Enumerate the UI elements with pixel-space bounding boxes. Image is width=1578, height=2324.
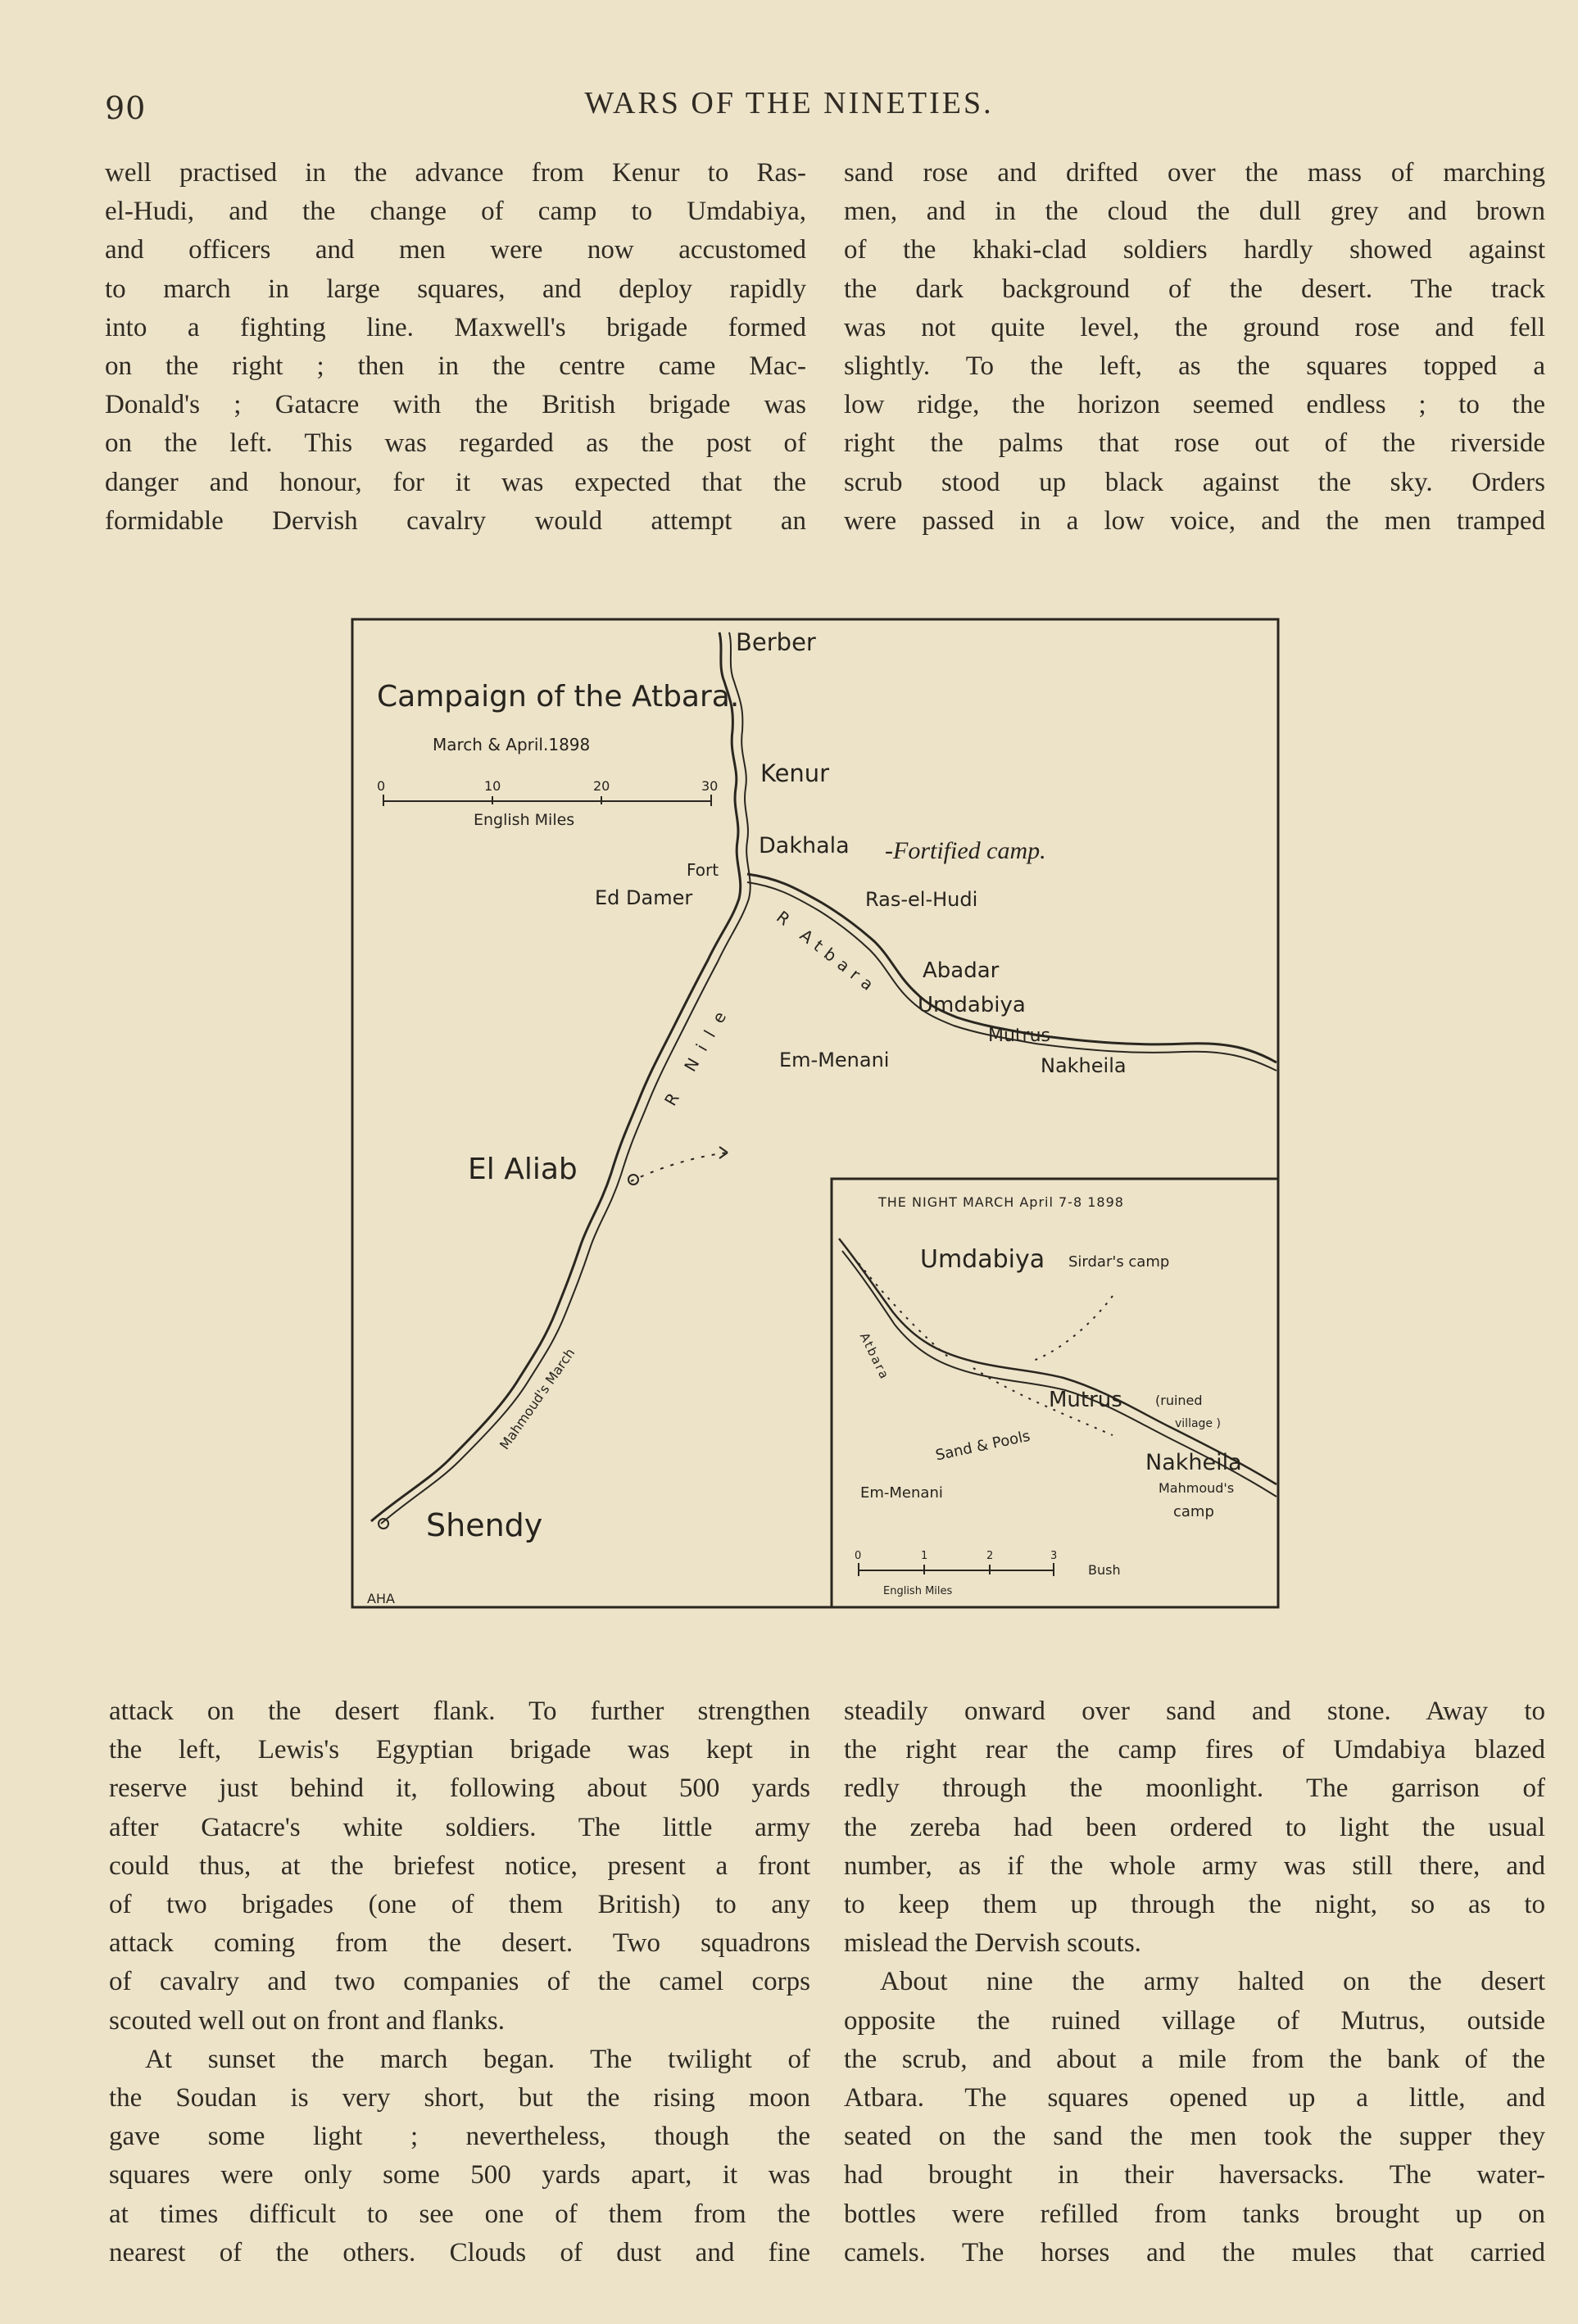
text-line: mislead the Dervish scouts. bbox=[844, 1928, 1141, 1959]
place-em-menani: Em-Menani bbox=[779, 1049, 890, 1071]
text-column-top-left bbox=[105, 154, 806, 541]
text-line: nearest of the others. Clouds of dust and fine bbox=[109, 2237, 810, 2267]
inset-ruined-village-2: village ) bbox=[1175, 1417, 1221, 1430]
text-line: to march in large squares, and deploy rapidly bbox=[105, 274, 806, 304]
place-ras-el-hudi: Ras-el-Hudi bbox=[865, 888, 978, 911]
text-line: the left, Lewis's Egyptian brigade was kept in bbox=[109, 1735, 810, 1765]
inset-mahmouds-camp: Mahmoud's bbox=[1159, 1480, 1235, 1496]
map-scale-tick: 30 bbox=[701, 778, 719, 794]
text-line: on the left. This was regarded as the post of bbox=[105, 428, 806, 459]
text-column-bottom-left bbox=[109, 1692, 810, 2272]
text-line: the zereba had been ordered to light the usual bbox=[844, 1812, 1545, 1842]
inset-scale-label: English Miles bbox=[883, 1585, 953, 1597]
text-line: to keep them up through the night, so as to bbox=[844, 1890, 1545, 1920]
map-scale-tick: 10 bbox=[484, 778, 501, 794]
text-line: well practised in the advance from Kenur to Ras- bbox=[105, 158, 806, 188]
place-ed-damer: Ed Damer bbox=[595, 886, 693, 909]
inset-mutrus: Mutrus bbox=[1049, 1388, 1122, 1412]
running-title: WARS OF THE NINETIES. bbox=[584, 86, 994, 120]
inset-sand-pools: Sand & Pools bbox=[934, 1427, 1032, 1465]
text-line: at times difficult to see one of them from the bbox=[109, 2199, 810, 2229]
place-umdabiya: Umdabiya bbox=[918, 993, 1026, 1017]
place-el-aliab: El Aliab bbox=[468, 1153, 578, 1186]
place-mutrus: Mutrus bbox=[988, 1026, 1051, 1046]
river-label-mahmouds-march: Mahmoud's March bbox=[497, 1345, 578, 1452]
text-line: attack on the desert flank. To further strengthen bbox=[109, 1697, 810, 1726]
inset-atbara: Atbara bbox=[856, 1330, 893, 1383]
inset-scale-tick: 2 bbox=[986, 1550, 994, 1562]
text-line: into a fighting line. Maxwell's brigade formed bbox=[105, 312, 806, 342]
inset-scale-tick: 1 bbox=[921, 1550, 928, 1562]
map-scale-label: English Miles bbox=[474, 811, 575, 829]
paragraph bbox=[844, 1692, 1545, 1963]
inset-scale-tick: 3 bbox=[1050, 1550, 1058, 1562]
text-line: steadily onward over sand and stone. Away to bbox=[844, 1697, 1545, 1726]
text-line: the scrub, and about a mile from the bank of the bbox=[844, 2044, 1545, 2074]
text-line: Donald's ; Gatacre with the British brigade was bbox=[105, 390, 806, 420]
inset-em-menani: Em-Menani bbox=[860, 1484, 943, 1502]
place-berber: Berber bbox=[736, 628, 816, 656]
text-line: About nine the army halted on the desert bbox=[880, 1967, 1545, 1997]
text-line: squares were only some 500 yards apart, it was bbox=[109, 2160, 810, 2190]
map-signature: AHA bbox=[367, 1591, 395, 1606]
text-line: and officers and men were now accustomed bbox=[105, 235, 806, 265]
place-nakheila: Nakheila bbox=[1041, 1054, 1127, 1077]
text-line: At sunset the march began. The twilight of bbox=[145, 2044, 810, 2074]
place-shendy: Shendy bbox=[426, 1507, 543, 1543]
text-line: low ridge, the horizon seemed endless ; to the bbox=[844, 390, 1545, 420]
text-line: right the palms that rose out of the riverside bbox=[844, 428, 1545, 459]
inset-scale-tick: 0 bbox=[855, 1550, 862, 1562]
text-line: of two brigades (one of them British) to any bbox=[109, 1890, 810, 1920]
text-line: gave some light ; nevertheless, though the bbox=[109, 2122, 810, 2152]
text-line: sand rose and drifted over the mass of marching bbox=[844, 158, 1545, 188]
inset-mahmouds-camp-2: camp bbox=[1173, 1503, 1214, 1520]
map-title: Campaign of the Atbara. bbox=[377, 680, 740, 714]
campaign-map bbox=[351, 616, 1281, 1612]
text-line: Atbara. The squares opened up a little, and bbox=[844, 2083, 1545, 2113]
paragraph bbox=[844, 1963, 1545, 2272]
text-line: bottles were refilled from tanks brought up on bbox=[844, 2199, 1545, 2229]
paragraph bbox=[109, 2041, 810, 2272]
text-line: slightly. To the left, as the squares topped a bbox=[844, 351, 1545, 382]
text-line: of cavalry and two companies of the camel corps bbox=[109, 1967, 810, 1997]
text-line: the dark background of the desert. The track bbox=[844, 274, 1545, 304]
inset-umdabiya: Umdabiya bbox=[920, 1245, 1045, 1274]
text-line: seated on the sand the men took the supper they bbox=[844, 2122, 1545, 2152]
map-subtitle: March & April.1898 bbox=[433, 735, 591, 754]
place-fort: Fort bbox=[687, 860, 719, 880]
map-scale-tick: 0 bbox=[377, 778, 386, 794]
inset-bush: Bush bbox=[1088, 1562, 1121, 1578]
text-line: redly through the moonlight. The garrison of bbox=[844, 1774, 1545, 1804]
text-line: the Soudan is very short, but the rising moon bbox=[109, 2083, 810, 2113]
place-fortified-camp: -Fortified camp. bbox=[885, 837, 1046, 864]
text-line: on the right ; then in the centre came Mac- bbox=[105, 351, 806, 382]
text-line: scouted well out on front and flanks. bbox=[109, 2005, 505, 2036]
text-column-top-right bbox=[844, 154, 1545, 541]
text-line: attack coming from the desert. Two squadrons bbox=[109, 1928, 810, 1959]
inset-ruined-village: (ruined bbox=[1155, 1393, 1203, 1408]
place-kenur: Kenur bbox=[760, 759, 830, 787]
text-line: reserve just behind it, following about 500 yards bbox=[109, 1774, 810, 1804]
inset-title: THE NIGHT MARCH April 7-8 1898 bbox=[878, 1194, 1124, 1210]
text-line: after Gatacre's white soldiers. The little army bbox=[109, 1812, 810, 1842]
page-number: 90 bbox=[105, 90, 147, 126]
text-column-bottom-right bbox=[844, 1692, 1545, 2272]
paragraph bbox=[109, 1692, 810, 2041]
text-line: danger and honour, for it was expected that the bbox=[105, 467, 806, 497]
text-line: camels. The horses and the mules that carried bbox=[844, 2237, 1545, 2267]
text-line: the right rear the camp fires of Umdabiya blazed bbox=[844, 1735, 1545, 1765]
text-line: number, as if the whole army was still there, and bbox=[844, 1851, 1545, 1881]
map-scale-tick: 20 bbox=[593, 778, 610, 794]
text-line: could thus, at the briefest notice, present a front bbox=[109, 1851, 810, 1881]
text-line: opposite the ruined village of Mutrus, outside bbox=[844, 2005, 1545, 2036]
text-line: was not quite level, the ground rose and fell bbox=[844, 312, 1545, 342]
place-dakhala: Dakhala bbox=[759, 833, 850, 858]
inset-nakheila: Nakheila bbox=[1145, 1450, 1242, 1475]
text-line: formidable Dervish cavalry would attempt an bbox=[105, 505, 806, 536]
river-label-nile: R Nile bbox=[660, 998, 737, 1109]
text-line: had brought in their haversacks. The water- bbox=[844, 2160, 1545, 2190]
text-line: were passed in a low voice, and the men tramped bbox=[844, 505, 1545, 536]
text-line: men, and in the cloud the dull grey and brown bbox=[844, 197, 1545, 227]
text-line: scrub stood up black against the sky. Orders bbox=[844, 467, 1545, 497]
text-line: of the khaki-clad soldiers hardly showed against bbox=[844, 235, 1545, 265]
river-label-atbara: R Atbara bbox=[773, 907, 882, 999]
text-line: el-Hudi, and the change of camp to Umdabiya, bbox=[105, 197, 806, 227]
inset-sirdars-camp: Sirdar's camp bbox=[1068, 1253, 1170, 1271]
place-abadar: Abadar bbox=[923, 958, 1000, 983]
